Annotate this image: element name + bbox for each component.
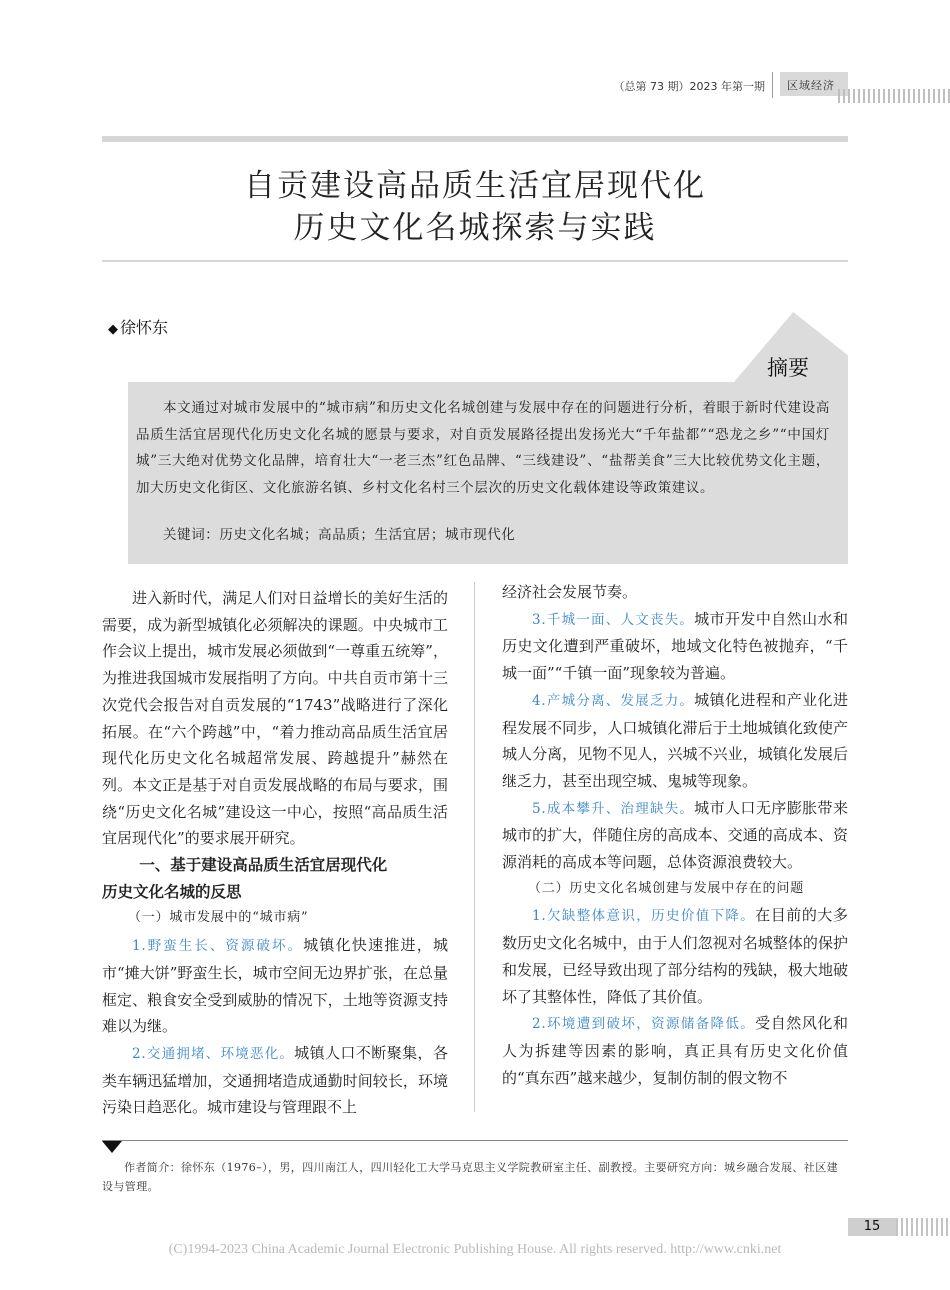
- column-separator: [474, 582, 475, 1112]
- footnote-triangle-icon: [102, 1141, 122, 1153]
- subsection-heading-1: （一）城市发展中的“城市病”: [128, 910, 309, 926]
- item-text: 城镇化快速推进，城市“摊大饼”野蛮生长，城市空间无边界扩张，在总量框定、粮食安全受到威胁的情况下，土地等资源支持难以为继。: [102, 936, 448, 1036]
- abstract-text: 本文通过对城市发展中的“城市病”和历史文化名城创建与发展中存在的问题进行分析，着眼于新时代建设高品质生活宜居现代化历史文化名城的愿景与要求，对自贡发展路径提出发扬光大“千年盐都”“恐龙之乡”“中国灯城”三大绝对优势文化品牌，培育壮大“一老三杰”红色品牌、“三线建设”、“盐帮美食”三大比较优势文化主题，加大历史文化街区、文化旅游名镇、乡村文化名村三个层次的历史文化载体建设等政策建议。: [136, 400, 830, 496]
- item-text: 在目前的大多数历史文化名城中，由于人们忽视对名城整体的保护和发展，已经导致出现了部分结构的残缺，极大地破坏了其整体性，降低了其价值。: [502, 906, 848, 1006]
- item-title: 1.野蛮生长、资源破坏。: [132, 938, 304, 955]
- section-label: 区域经济: [787, 79, 835, 92]
- issue-info: （总第 73 期）2023 年第一期: [613, 80, 765, 93]
- copyright-watermark: (C)1994-2023 China Academic Journal Electronic Publishing House. All rights reserved. http://www.cnki.net: [168, 1242, 782, 1257]
- list-item: [102, 1040, 448, 1121]
- keywords: 关键词：历史文化名城；高品质；生活宜居；城市现代化: [163, 527, 516, 543]
- item-title: 1.欠缺整体意识，历史价值下降。: [532, 908, 756, 925]
- body-left-column: [102, 585, 448, 1121]
- header-divider: [772, 72, 773, 98]
- item-title: 3.千城一面、人文丧失。: [532, 611, 695, 628]
- item-title: 5.成本攀升、治理缺失。: [532, 800, 695, 817]
- page-stripes-decoration: [896, 1218, 950, 1236]
- title-bottom-rule: [102, 260, 848, 262]
- item-title: 4.产城分离、发展乏力。: [532, 692, 695, 709]
- item-text: 城市开发中自然山水和历史文化遭到严重破坏，地域文化特色被抛弃，“千城一面”“千镇一面”现象较为普遍。: [502, 609, 848, 683]
- header-stripes-decoration: [838, 89, 950, 103]
- item-text: 受自然风化和人为拆建等因素的影响，真正具有历史文化价值的“真东西”越来越少，复制仿制的假文物不: [502, 1014, 848, 1087]
- item-text: 城镇人口不断聚集，各类车辆迅猛增加，交通拥堵造成通勤时间较长，环境污染日趋恶化。城市建设与管理跟不上: [102, 1043, 448, 1117]
- subsection-heading-2: （二）历史文化名城创建与发展中存在的问题: [528, 880, 805, 896]
- list-item: [502, 795, 848, 876]
- item-title: 2.环境遭到破坏，资源储备降低。: [532, 1016, 756, 1033]
- article-title-line-2: 历史文化名城探索与实践: [293, 210, 657, 246]
- section-heading-1-cont: 历史文化名城的反思: [102, 882, 242, 901]
- page-number: 15: [863, 1219, 881, 1234]
- abstract-label: 摘要: [767, 356, 809, 380]
- article-title-line-1: 自贡建设高品质生活宜居现代化: [244, 168, 706, 204]
- diamond-bullet-icon: ◆: [108, 322, 118, 337]
- item-text: 城市人口无序膨胀带来城市的扩大，伴随住房的高成本、交通的高成本、资源消耗的高成本等问题，总体资源浪费较大。: [502, 798, 848, 872]
- list-item: [502, 902, 848, 1010]
- author-name: 徐怀东: [120, 318, 169, 337]
- list-item: [502, 606, 848, 687]
- author-bio-footnote: 作者简介：徐怀东（1976–），男，四川南江人，四川轻化工大学马克思主义学院教研室主任、副教授。主要研究方向：城乡融合发展、社区建设与管理。: [102, 1161, 838, 1193]
- intro-paragraph: 进入新时代，满足人们对日益增长的美好生活的需要，成为新型城镇化必须解决的课题。中央城市工作会议上提出，城市发展必须做到“一尊重五统筹”，为推进我国城市发展指明了方向。中共自贡市第十三次党代会报告对自贡发展的“1743”战略进行了深化拓展。在“六个跨越”中，“着力推动高品质生活宜居现代化历史文化名城超常发展、跨越提升”赫然在列。本文正是基于对自贡发展战略的布局与要求，围绕“历史文化名城”建设这一中心，按照“高品质生活宜居现代化”的要求展开研究。: [102, 589, 448, 848]
- list-item: [502, 1010, 848, 1091]
- author-line: [108, 315, 168, 338]
- item-text: 城镇化进程和产业化进程发展不同步，人口城镇化滞后于土地城镇化致使产城人分离，见物不见人，兴城不兴业，城镇化发展后继乏力，甚至出现空城、鬼城等现象。: [502, 690, 848, 790]
- section-heading-1: 一、基于建设高品质生活宜居现代化: [139, 856, 388, 875]
- footnote-rule: [102, 1140, 848, 1141]
- continued-text: 经济社会发展节奏。: [502, 583, 638, 601]
- list-item: [102, 932, 448, 1040]
- title-top-rule: [102, 136, 848, 142]
- list-item: [502, 687, 848, 795]
- item-title: 2.交通拥堵、环境恶化。: [132, 1045, 295, 1062]
- body-right-column: [502, 579, 848, 1091]
